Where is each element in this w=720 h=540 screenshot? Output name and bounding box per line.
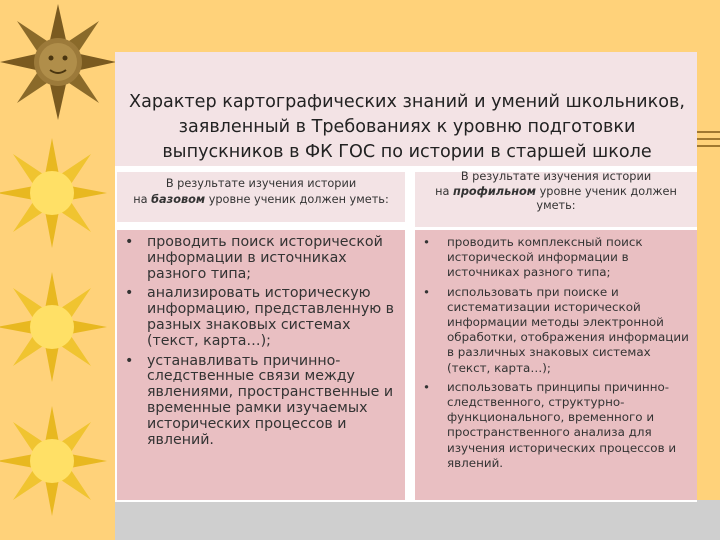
slide-content <box>115 52 697 502</box>
basic-level-emphasis: базовом <box>151 193 206 206</box>
basic-level-header <box>117 172 405 222</box>
bullet: • <box>125 285 134 302</box>
list-item <box>123 286 401 349</box>
left-decoration-strip <box>0 0 115 540</box>
profile-level-emphasis: профильном <box>453 184 537 198</box>
right-decoration-band <box>697 52 720 502</box>
bullet: • <box>423 379 431 394</box>
header-suffix: уровне ученик должен уметь: <box>205 193 389 206</box>
list-item-text: проводить комплексный поиск исторической информации в источниках разного типа; <box>447 235 643 280</box>
profile-level-header-text <box>415 170 697 214</box>
sun-icon <box>0 262 115 392</box>
list-item <box>123 235 401 282</box>
list-item <box>421 285 693 376</box>
sun-icon <box>0 128 115 258</box>
header-prefix: на <box>133 193 152 206</box>
header-prefix: на <box>435 184 454 198</box>
bullet: • <box>125 352 134 369</box>
header-suffix: уровне ученик должен уметь: <box>536 184 677 212</box>
sun-icon <box>0 396 115 526</box>
header-line1: В результате изучения истории <box>165 177 357 190</box>
list-item-text: проводить поиск исторической информации в источниках разного типа; <box>147 234 383 282</box>
list-item-text: устанавливать причинно-следственные связи между явлениями, пространственные и временные рамки изучаемых исторических процессов и явлений. <box>147 352 394 448</box>
basic-level-header-text <box>117 176 405 208</box>
basic-level-skills-list <box>123 235 401 452</box>
title-box <box>115 52 697 166</box>
list-item-text: использовать при поиске и систематизации исторической информации методы электронной обработки, отображения информации в различных знаковых системах (текст, карта…); <box>447 284 689 375</box>
list-item <box>421 380 693 471</box>
bottom-band <box>115 500 720 540</box>
slide-title: Характер картографических знаний и умений школьников, заявленный в Требованиях к уровню подготовки выпускников в ФК ГОС по истории в старшей школе <box>129 92 685 162</box>
decorative-lines <box>697 130 720 150</box>
basic-level-list-panel <box>117 230 405 500</box>
list-item-text: анализировать историческую информацию, представленную в разных знаковых системах (текст, карта…); <box>147 285 395 349</box>
list-item <box>421 235 693 281</box>
bullet: • <box>423 235 431 249</box>
bullet: • <box>125 234 134 250</box>
profile-level-skills-list <box>421 235 693 475</box>
list-item-text: использовать принципы причинно-следственного, структурно-функционального, временного и пространственного анализа для изучения исторических процессов и явлений. <box>447 379 677 470</box>
header-line1: В результате изучения истории <box>460 170 652 183</box>
list-item <box>123 354 401 449</box>
profile-level-list-panel <box>415 230 697 500</box>
sun-face-icon <box>0 0 115 130</box>
profile-level-header <box>415 172 697 227</box>
bullet: • <box>423 284 431 299</box>
